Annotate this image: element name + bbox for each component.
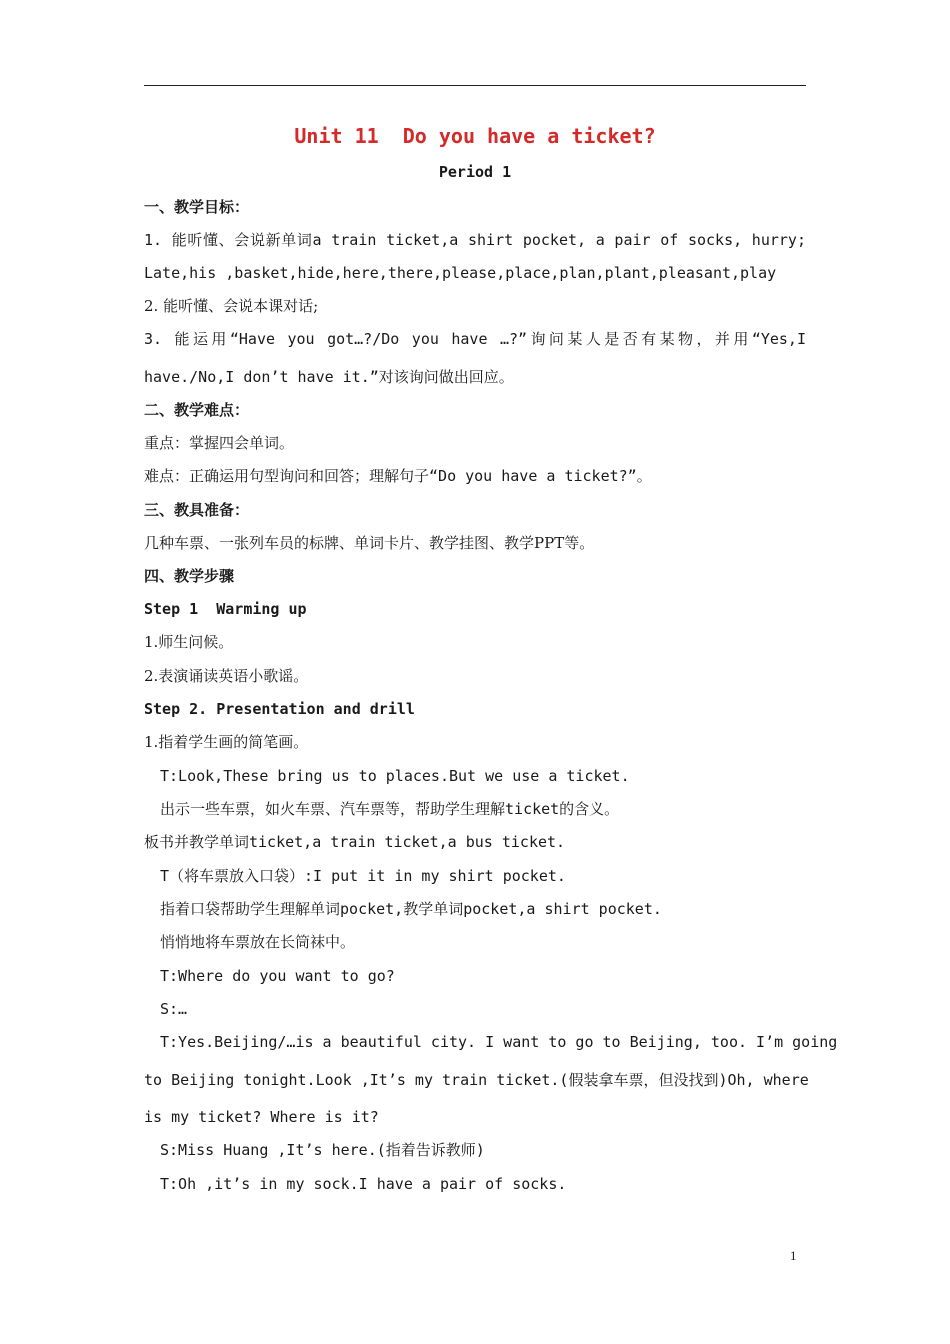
dialogue-t-sock: T:Oh ,it’s in my sock.I have a pair of socks. <box>160 1175 567 1193</box>
goal-3-line-1: 3. 能运用“Have you got…?/Do you have …?”询问某人是否有某物，并用“Yes,I <box>144 330 806 348</box>
key-point: 重点：掌握四会单词。 <box>144 434 295 452</box>
step-1-heading: Step 1 Warming up <box>144 600 307 618</box>
section-heading-steps: 四、教学步骤 <box>144 567 235 585</box>
materials-list: 几种车票、一张列车员的标牌、单词卡片、教学挂图、教学PPT等。 <box>144 534 595 552</box>
step-2-heading: Step 2. Presentation and drill <box>144 700 415 718</box>
dialogue-s-miss-huang: S:Miss Huang ,It’s here.(指着告诉教师) <box>160 1141 485 1159</box>
dialogue-t-look: T:Look,These bring us to places.But we use a ticket. <box>160 767 630 785</box>
show-tickets-note: 出示一些车票，如火车票、汽车票等，帮助学生理解ticket的含义。 <box>160 800 620 818</box>
goal-2: 2. 能听懂、会说本课对话; <box>144 297 319 315</box>
unit-title: Unit 11 Do you have a ticket? <box>294 124 656 148</box>
page-number: 1 <box>790 1248 797 1263</box>
dialogue-t-beijing-line-2: to Beijing tonight.Look ,It’s my train ticket.(假装拿车票，但没找到)Oh, where <box>144 1071 809 1089</box>
hide-sock-note: 悄悄地将车票放在长筒袜中。 <box>160 933 356 951</box>
blackboard-note: 板书并教学单词ticket,a train ticket,a bus ticket. <box>144 833 566 851</box>
goal-3-line-2: have./No,I don’t have it.”对该询问做出回应。 <box>144 368 514 386</box>
dialogue-t-beijing-line-3: is my ticket? Where is it? <box>144 1108 379 1126</box>
goal-1-line-1: 1. 能听懂、会说新单词a train ticket,a shirt pocket, a pair of socks, hurry; <box>144 231 806 249</box>
dialogue-t-beijing-line-1: T:Yes.Beijing/…is a beautiful city. I want to go to Beijing, too. I’m going <box>160 1033 838 1051</box>
dialogue-s-reply: S:… <box>160 1000 188 1018</box>
goal-1-line-2: Late,his ,basket,hide,here,there,please,place,plan,plant,pleasant,play <box>144 264 777 282</box>
section-heading-goals: 一、教学目标： <box>144 198 250 216</box>
step-2-item-1: 1.指着学生画的简笔画。 <box>144 733 309 751</box>
point-pocket-note: 指着口袋帮助学生理解单词pocket,教学单词pocket,a shirt pocket. <box>160 900 662 918</box>
step-1-item-1: 1.师生问候。 <box>144 633 234 651</box>
section-heading-difficulties: 二、教学难点： <box>144 401 250 419</box>
step-1-item-2: 2.表演诵读英语小歌谣。 <box>144 667 309 685</box>
section-heading-materials: 三、教具准备： <box>144 501 250 519</box>
dialogue-t-where: T:Where do you want to go? <box>160 967 395 985</box>
difficult-point: 难点：正确运用句型询问和回答；理解句子“Do you have a ticket?”。 <box>144 467 652 485</box>
dialogue-t-put: T（将车票放入口袋）:I put it in my shirt pocket. <box>160 867 566 885</box>
header-rule <box>144 85 806 86</box>
period-subtitle: Period 1 <box>438 163 512 181</box>
